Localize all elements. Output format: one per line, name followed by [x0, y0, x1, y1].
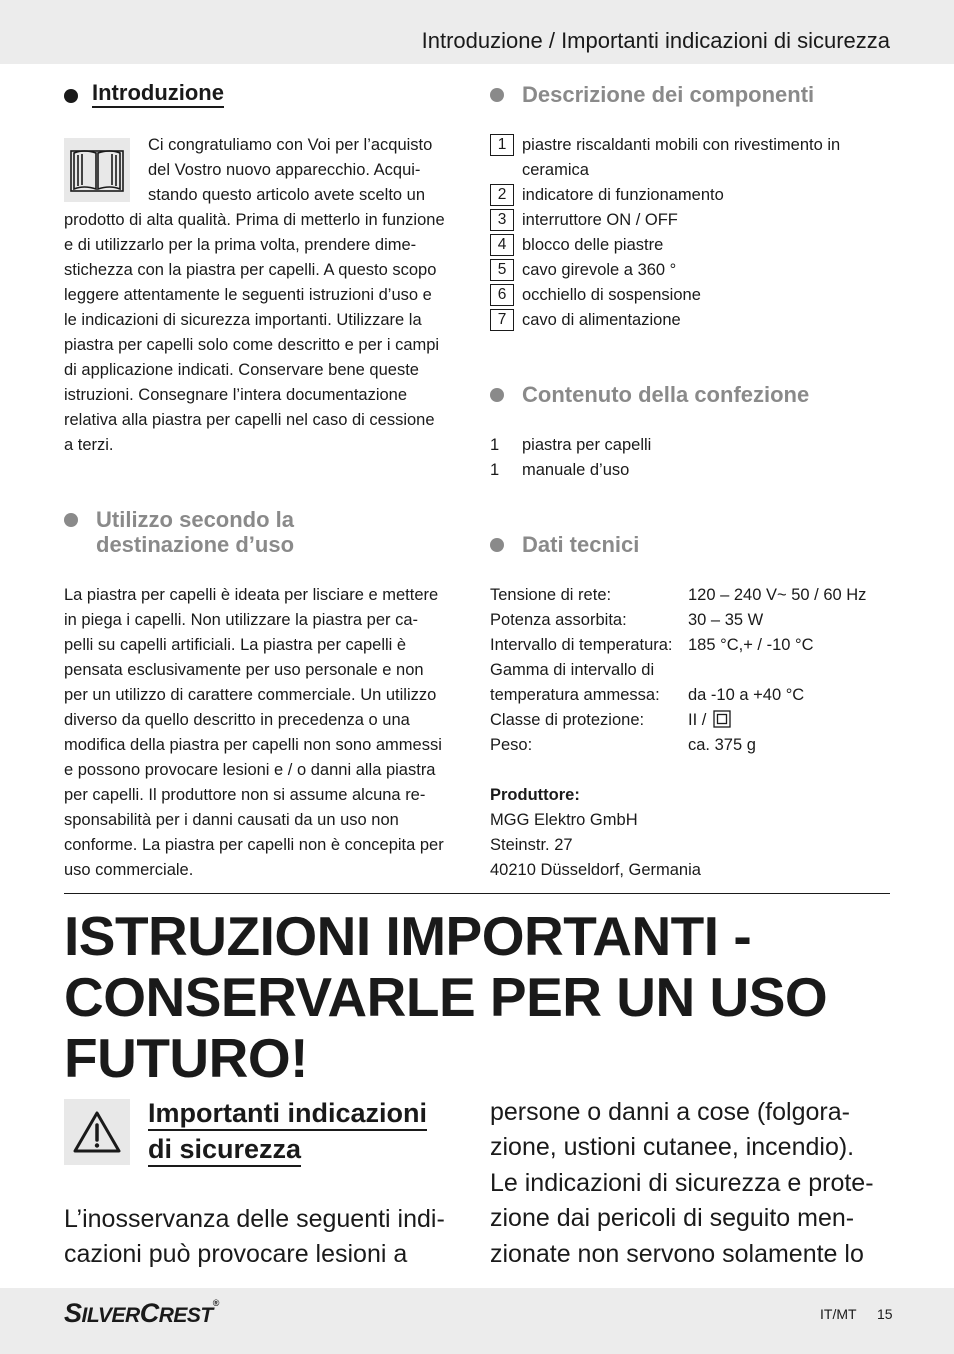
component-label: indicatore di funzionamento: [522, 186, 724, 204]
intro-text-13: a terzi.: [64, 436, 114, 454]
manufacturer-street: Steinstr. 27: [490, 836, 573, 854]
use-text-5: per un utilizzo di carattere commerciale. Un utilizzo: [64, 686, 437, 704]
component-number: 7: [490, 309, 514, 331]
use-text-11: conforme. La piastra per capelli non è concepita per: [64, 836, 444, 854]
use-text-1: La piastra per capelli è ideata per lisciare e mettere: [64, 586, 439, 604]
warning-triangle-icon: [64, 1099, 130, 1165]
intro-text-6: stichezza con la piastra per capelli. A questo scopo: [64, 261, 437, 279]
manufacturer-label: Produttore:: [490, 786, 580, 804]
silvercrest-logo: SILVERCREST®: [64, 1298, 219, 1328]
heading-contenuto: Contenuto della confezione: [490, 382, 809, 407]
bullet-icon: [490, 388, 504, 402]
intro-text-1: Ci congratuliamo con Voi per l’acquisto: [148, 136, 433, 154]
bullet-icon: [490, 538, 504, 552]
safety-text-right-5: zionate non servono solamente lo: [490, 1240, 864, 1268]
bullet-icon: [64, 513, 78, 527]
use-text-12: uso commerciale.: [64, 861, 194, 879]
safety-text-right-3: Le indicazioni di sicurezza e prote-: [490, 1169, 874, 1197]
use-text-4: pensata esclusivamente per uso personale e non: [64, 661, 424, 679]
safety-text-left-2: cazioni può provocare lesioni a: [64, 1240, 408, 1268]
tech-value: 30 – 35 W: [688, 611, 764, 629]
component-number: 6: [490, 284, 514, 306]
tech-value: da -10 a +40 °C: [688, 686, 805, 704]
package-qty: 1: [490, 436, 500, 454]
intro-text-4: prodotto di alta qualità. Prima di metterlo in funzione: [64, 211, 445, 229]
page-header-title: Introduzione / Importanti indicazioni di sicurezza: [421, 28, 890, 53]
component-label: interruttore ON / OFF: [522, 211, 678, 229]
tech-label: Gamma di intervallo di: [490, 661, 655, 679]
intro-text-2: del Vostro nuovo apparecchio. Acqui-: [148, 161, 421, 179]
package-qty: 1: [490, 461, 500, 479]
safety-text-right-2: zione, ustioni cutanee, incendio).: [490, 1133, 855, 1161]
protection-class-ii-icon: [713, 710, 731, 728]
safety-text-right-4: zione dai pericoli di seguito men-: [490, 1204, 855, 1232]
bullet-icon: [490, 88, 504, 102]
book-icon: [64, 138, 130, 202]
package-item: piastra per capelli: [522, 436, 652, 454]
tech-value: ca. 375 g: [688, 736, 756, 754]
tech-label: Tensione di rete:: [490, 586, 612, 604]
use-text-3: pelli su capelli artificiali. La piastra per capelli è: [64, 636, 407, 654]
heading-dati-tecnici: Dati tecnici: [490, 532, 639, 557]
language-code: IT/MT: [820, 1306, 857, 1322]
intro-text-11: istruzioni. Consegnare l’intera documentazione: [64, 386, 408, 404]
heading-componenti: Descrizione dei componenti: [490, 82, 814, 107]
safety-text-left-1: L’inosservanza delle seguenti indi-: [64, 1205, 445, 1233]
safety-text-right-1: persone o danni a cose (folgora-: [490, 1098, 850, 1126]
component-number: 2: [490, 184, 514, 206]
intro-text-12: relativa alla piastra per capelli nel caso di cessione: [64, 411, 435, 429]
component-label: piastre riscaldanti mobili con rivestimento in: [522, 136, 841, 154]
heading-safety: Importanti indicazioni di sicurezza: [148, 1095, 427, 1167]
component-number: 4: [490, 234, 514, 256]
tech-value: 120 – 240 V~ 50 / 60 Hz: [688, 586, 867, 604]
intro-text-7: leggere attentamente le seguenti istruzioni d’uso e: [64, 286, 432, 304]
component-number: 5: [490, 259, 514, 281]
manufacturer-name: MGG Elektro GmbH: [490, 811, 638, 829]
intro-text-8: le indicazioni di sicurezza importanti. Utilizzare la: [64, 311, 422, 329]
use-text-7: modifica della piastra per capelli non sono ammessi: [64, 736, 442, 754]
horizontal-rule: [64, 893, 890, 894]
component-label: cavo di alimentazione: [522, 311, 681, 329]
use-text-6: diverso da quello descritto in precedenza o una: [64, 711, 410, 729]
tech-value: II /: [688, 708, 731, 733]
component-label: cavo girevole a 360 °: [522, 261, 677, 279]
component-label: blocco delle piastre: [522, 236, 664, 254]
intro-text-9: piastra per capelli solo come descritto e per i campi: [64, 336, 440, 354]
important-instructions-title: ISTRUZIONI IMPORTANTI - CONSERVARLE PER UN USO FUTURO!: [64, 905, 828, 1089]
component-number: 3: [490, 209, 514, 231]
tech-value: 185 °C,+ / -10 °C: [688, 636, 814, 654]
intro-text-5: e di utilizzarlo per la prima volta, prendere dime-: [64, 236, 417, 254]
package-item: manuale d’uso: [522, 461, 630, 479]
intro-text-10: di applicazione indicati. Conservare bene queste: [64, 361, 419, 379]
page-number: 15: [877, 1306, 893, 1322]
component-number: 1: [490, 134, 514, 156]
use-text-8: e possono provocare lesioni e / o danni alla piastra: [64, 761, 436, 779]
intro-text-3: stando questo articolo avete scelto un: [148, 186, 426, 204]
tech-label: Potenza assorbita:: [490, 611, 627, 629]
use-text-9: per capelli. Il produttore non si assume alcuna re-: [64, 786, 426, 804]
tech-label: temperatura ammessa:: [490, 686, 660, 704]
tech-label: Peso:: [490, 736, 533, 754]
bullet-icon: [64, 89, 78, 103]
heading-introduzione: Introduzione: [64, 80, 224, 106]
manufacturer-city: 40210 Düsseldorf, Germania: [490, 861, 701, 879]
component-label: ceramica: [522, 161, 589, 179]
tech-label: Classe di protezione:: [490, 711, 645, 729]
tech-label: Intervallo di temperatura:: [490, 636, 673, 654]
component-label: occhiello di sospensione: [522, 286, 701, 304]
use-text-10: sponsabilità per i danni causati da un uso non: [64, 811, 399, 829]
use-text-2: in piega i capelli. Non utilizzare la piastra per ca-: [64, 611, 419, 629]
heading-utilizzo: Utilizzo secondo la destinazione d’uso: [64, 507, 294, 557]
